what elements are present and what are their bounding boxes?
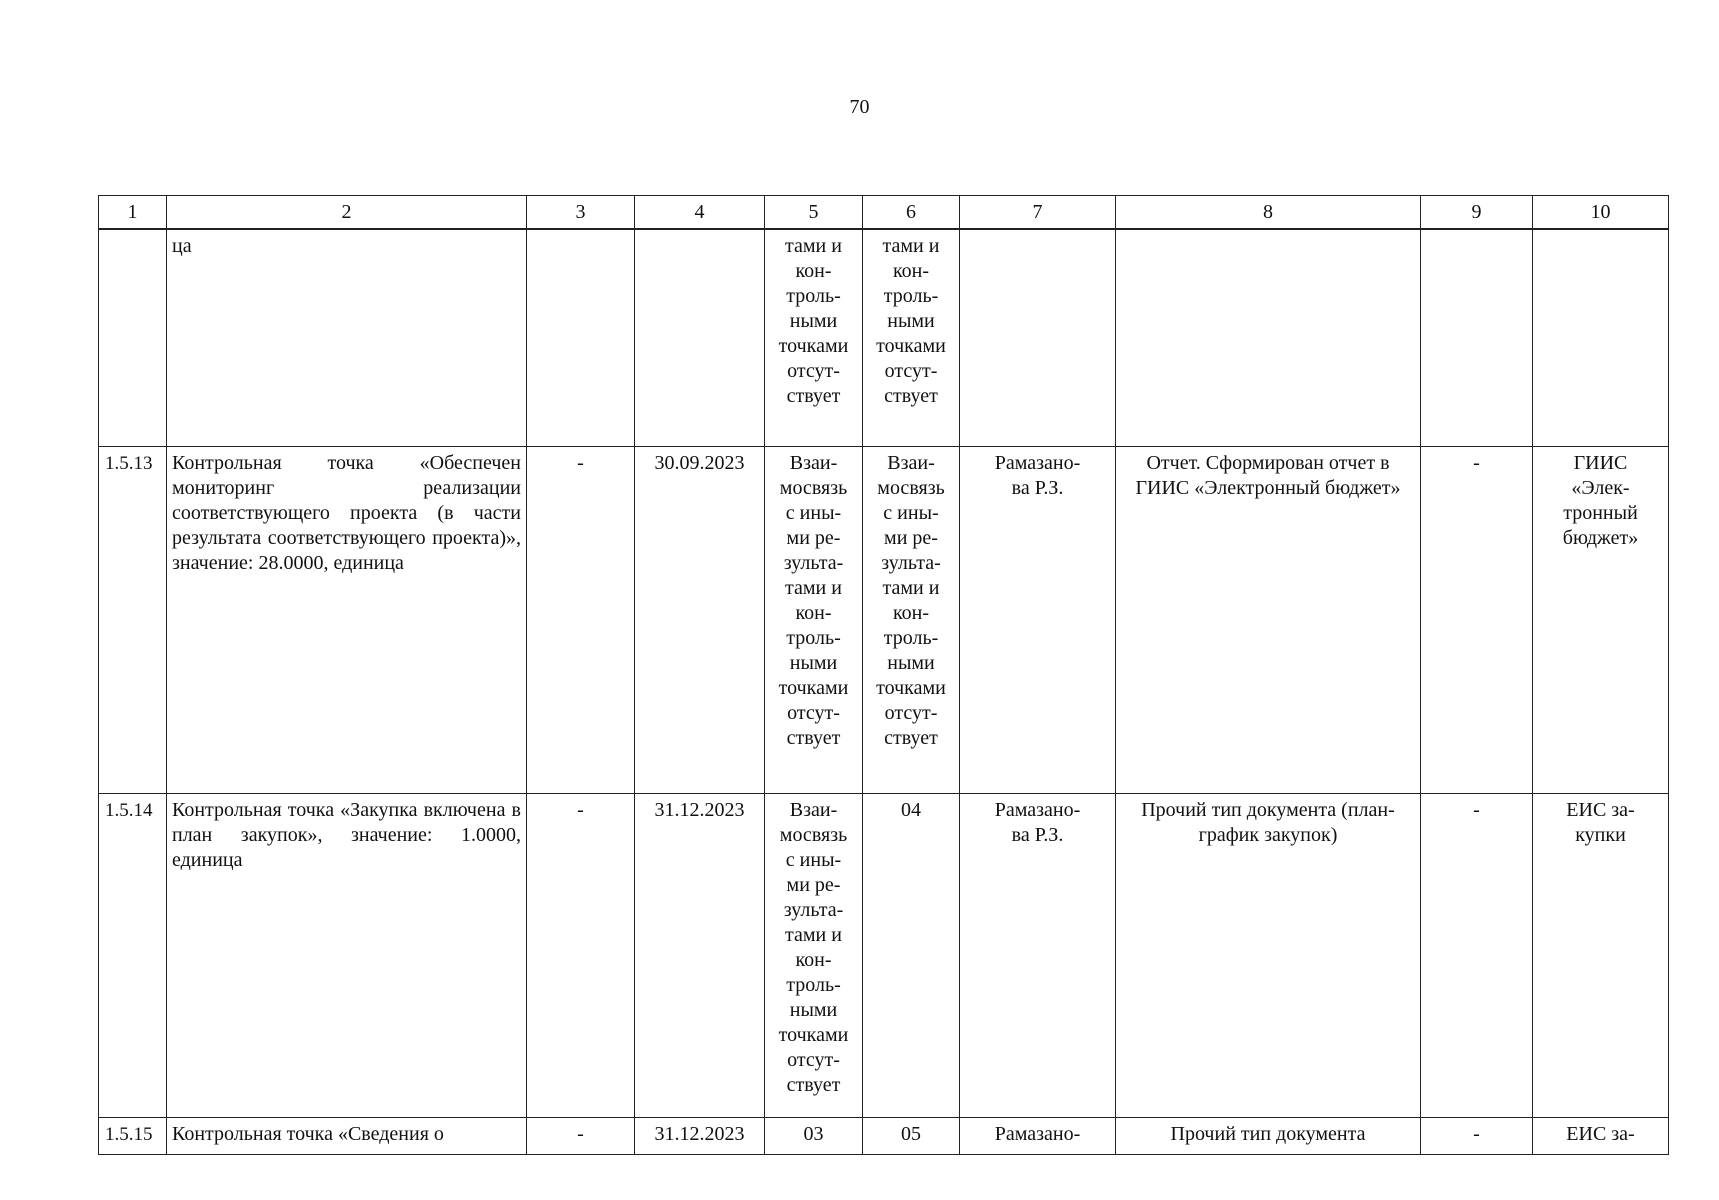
control-point-cell: Контрольная точка «Обеспечен мониторинг реализации соответствующего проекта (в части результата соответствующего проекта)», значение: 28.0000, единица	[167, 447, 527, 794]
info-system-cell: ЕИС за-	[1533, 1118, 1669, 1155]
row-number-cell: 1.5.13	[99, 447, 167, 794]
cell: -	[1421, 794, 1533, 1118]
cell: -	[527, 1118, 635, 1155]
column-header: 5	[765, 196, 863, 230]
page-number: 70	[849, 96, 870, 118]
cell	[1421, 229, 1533, 447]
relation-cell: Взаи- мосвязь с ины- ми ре- зульта- тами и кон- троль- ными точками отсут- ствует	[765, 447, 863, 794]
responsible-cell: Рамазано-	[960, 1118, 1116, 1155]
column-header: 7	[960, 196, 1116, 230]
document-type-cell	[1116, 229, 1421, 447]
info-system-cell	[1533, 229, 1669, 447]
relation-cell: Взаи- мосвязь с ины- ми ре- зульта- тами и кон- троль- ными точками отсут- ствует	[765, 794, 863, 1118]
control-point-cell: Контрольная точка «Закупка включена в план закупок», значение: 1.0000, единица	[167, 794, 527, 1118]
relation-cell: 03	[765, 1118, 863, 1155]
responsible-cell: Рамазано- ва Р.З.	[960, 794, 1116, 1118]
plan-table	[98, 195, 1669, 1155]
column-header: 8	[1116, 196, 1421, 230]
relation-cell: Взаи- мосвязь с ины- ми ре- зульта- тами и кон- троль- ными точками отсут- ствует	[863, 447, 960, 794]
relation-cell: тами и кон- троль- ными точками отсут- ствует	[863, 229, 960, 447]
date-cell: 30.09.2023	[635, 447, 765, 794]
table-row	[99, 447, 1669, 794]
cell: -	[527, 794, 635, 1118]
document-type-cell: Прочий тип документа	[1116, 1118, 1421, 1155]
table-row	[99, 229, 1669, 447]
table-row	[99, 1118, 1669, 1155]
column-header: 3	[527, 196, 635, 230]
info-system-cell: ГИИС «Элек- тронный бюджет»	[1533, 447, 1669, 794]
column-header: 4	[635, 196, 765, 230]
date-cell: 31.12.2023	[635, 1118, 765, 1155]
document-type-cell: Прочий тип документа (план-график закупок)	[1116, 794, 1421, 1118]
column-header: 1	[99, 196, 167, 230]
date-cell: 31.12.2023	[635, 794, 765, 1118]
column-header: 9	[1421, 196, 1533, 230]
relation-cell: 04	[863, 794, 960, 1118]
document-type-cell: Отчет. Сформирован отчет в ГИИС «Электронный бюджет»	[1116, 447, 1421, 794]
responsible-cell: Рамазано- ва Р.З.	[960, 447, 1116, 794]
responsible-cell	[960, 229, 1116, 447]
cell	[527, 229, 635, 447]
cell: -	[527, 447, 635, 794]
row-number-cell: 1.5.14	[99, 794, 167, 1118]
header-row	[99, 196, 1669, 230]
column-header: 2	[167, 196, 527, 230]
column-header: 6	[863, 196, 960, 230]
row-number-cell	[99, 229, 167, 447]
control-point-cell: ца	[167, 229, 527, 447]
control-point-cell: Контрольная точка «Сведения о	[167, 1118, 527, 1155]
cell: -	[1421, 447, 1533, 794]
relation-cell: тами и кон- троль- ными точками отсут- ствует	[765, 229, 863, 447]
column-header: 10	[1533, 196, 1669, 230]
relation-cell: 05	[863, 1118, 960, 1155]
date-cell	[635, 229, 765, 447]
table-row	[99, 794, 1669, 1118]
cell: -	[1421, 1118, 1533, 1155]
info-system-cell: ЕИС за- купки	[1533, 794, 1669, 1118]
row-number-cell: 1.5.15	[99, 1118, 167, 1155]
